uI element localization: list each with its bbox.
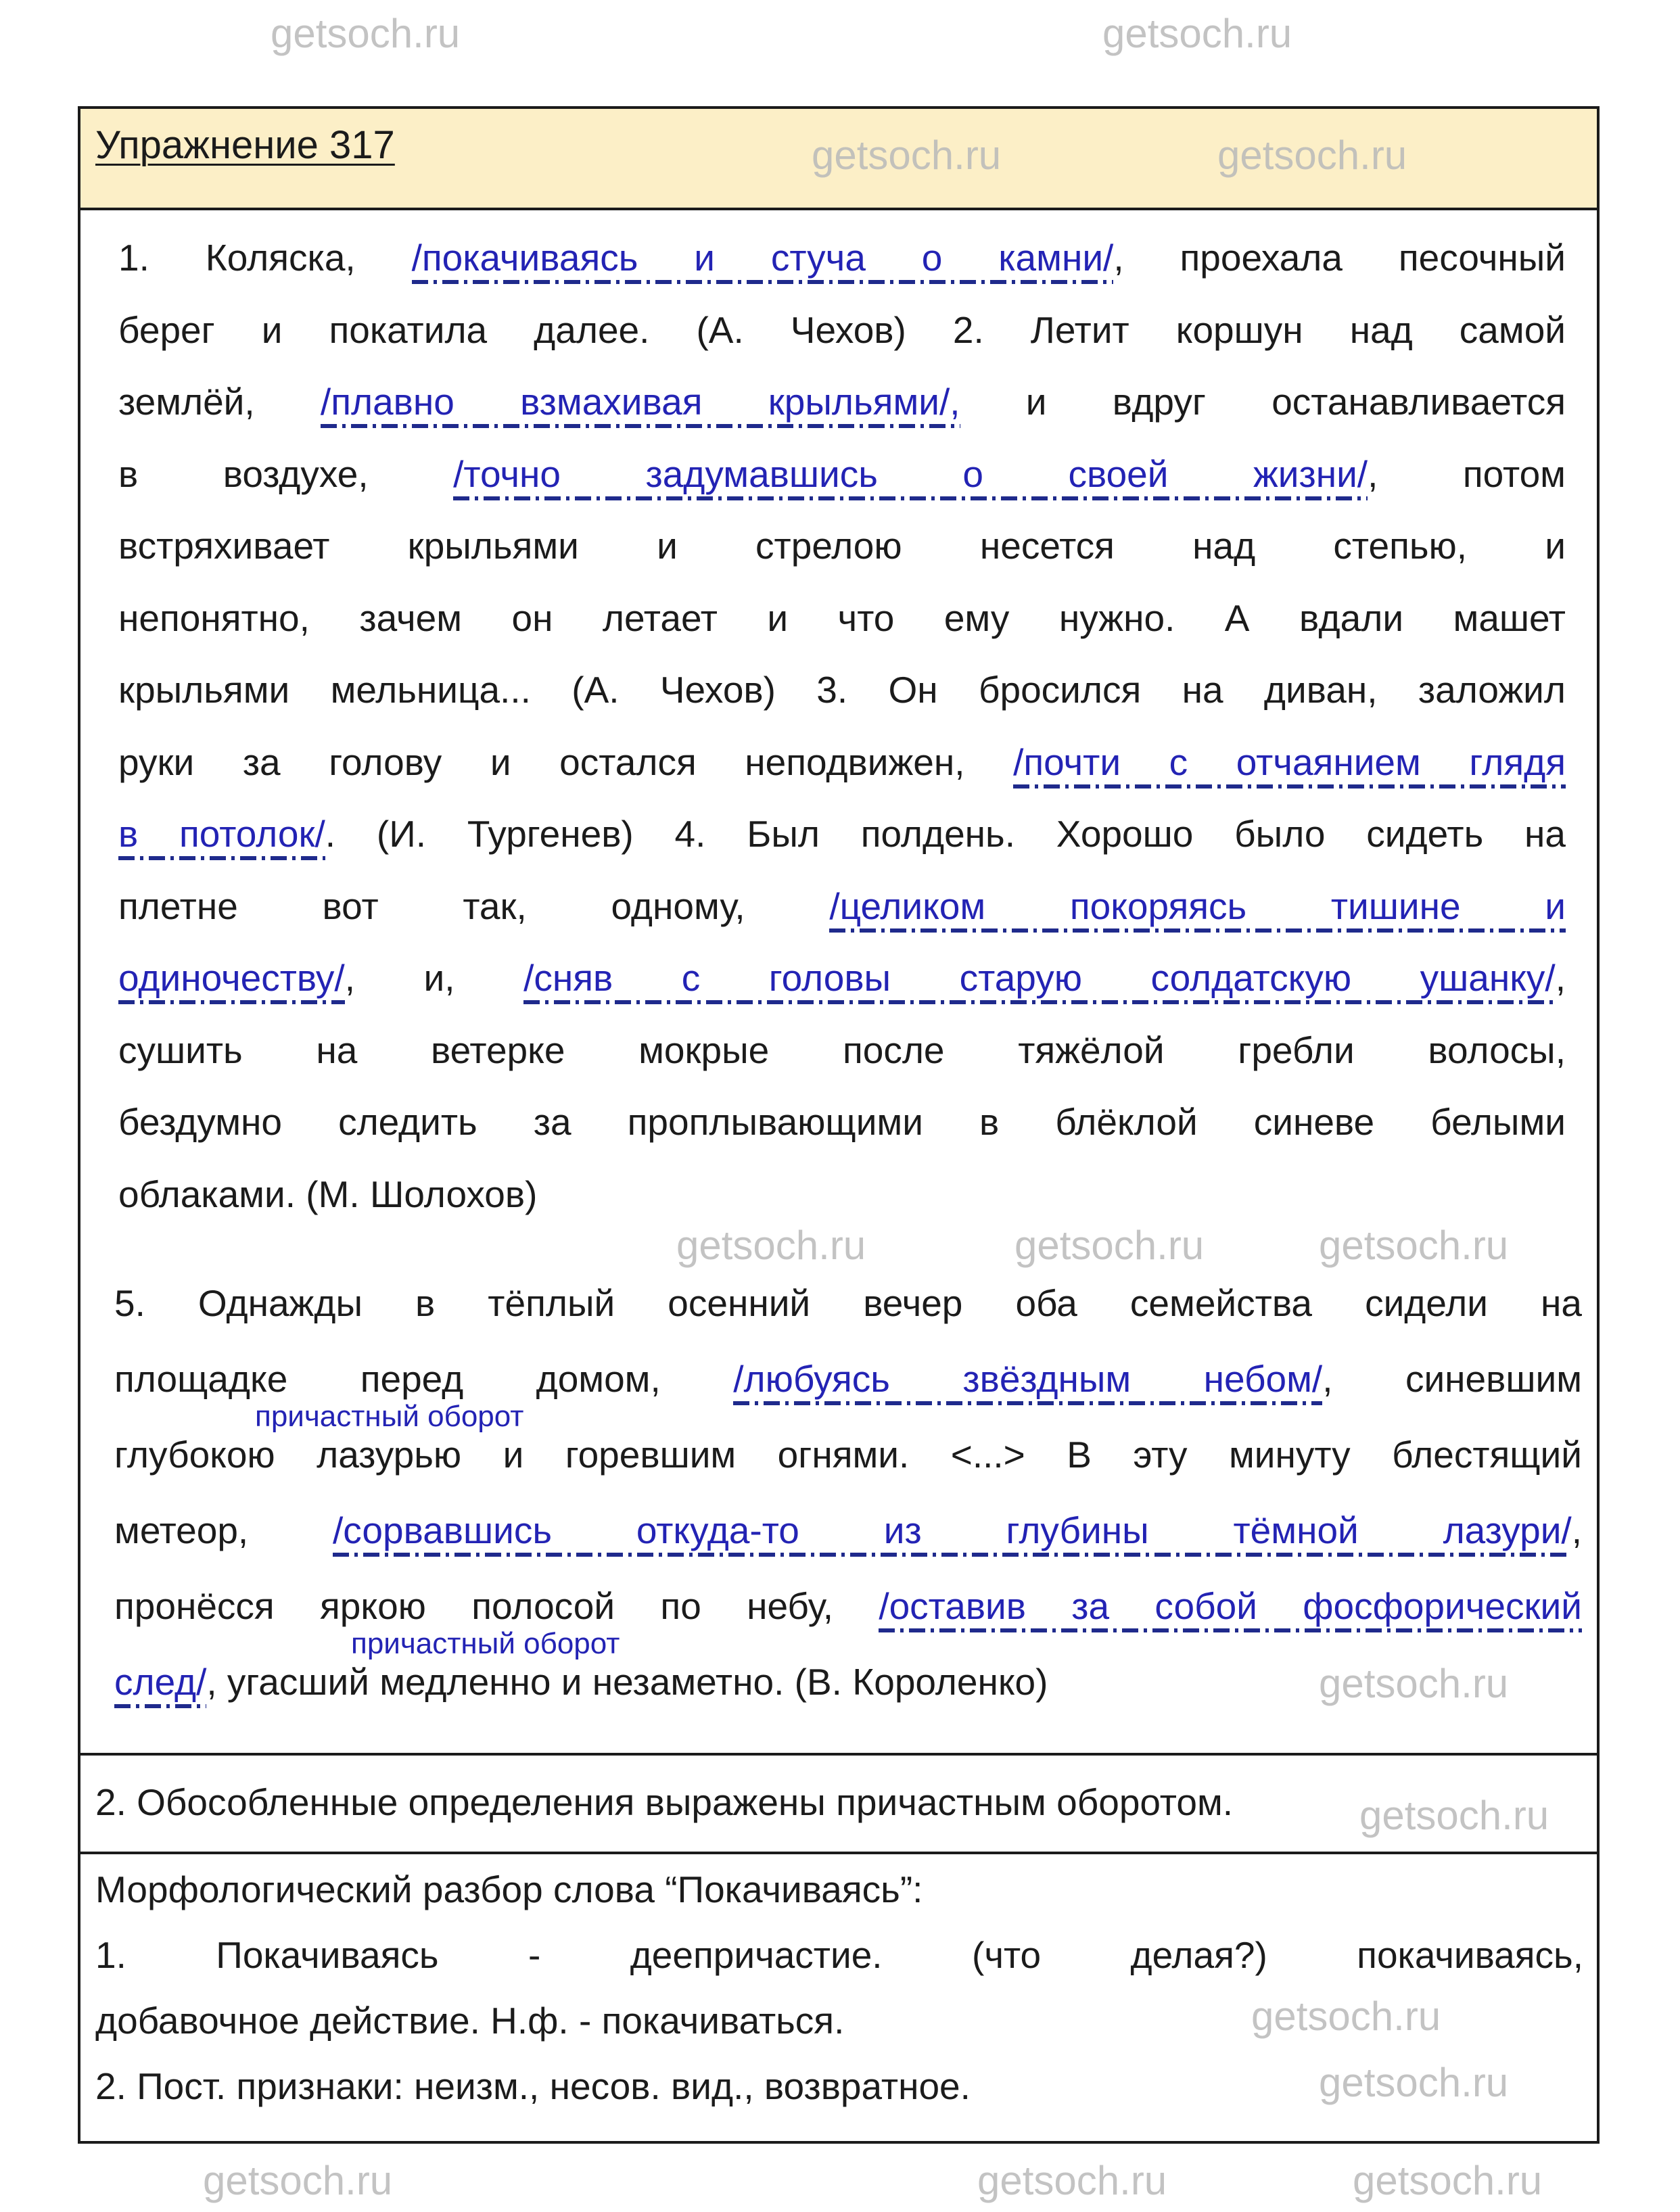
text-segment: землёй, xyxy=(118,381,321,423)
text-line xyxy=(114,1434,1582,1475)
watermark: getsoch.ru xyxy=(977,2158,1167,2203)
text-line xyxy=(118,519,1566,573)
exercise-text-section xyxy=(80,208,1597,1756)
highlighted-phrase: /оставив за собой фосфорический xyxy=(879,1585,1582,1632)
text-segment: руки за голову и остался неподвижен, xyxy=(118,740,1014,783)
exercise-header xyxy=(80,109,1597,210)
text-line xyxy=(118,1023,1566,1077)
text-segment: и вдруг останавливается xyxy=(960,381,1566,423)
watermark: getsoch.ru xyxy=(1353,2158,1543,2203)
text-line xyxy=(118,951,1566,1005)
highlighted-phrase: /сняв с головы старую солдатскую ушанку/ xyxy=(523,957,1556,1004)
text-line: 1. Покачиваясь - деепричастие. (что делая?) покачиваясь, xyxy=(95,1934,1583,1976)
watermark: getsoch.ru xyxy=(1319,1661,1509,1706)
watermark: getsoch.ru xyxy=(1014,1223,1205,1268)
text-line: Морфологический разбор слова “Покачиваясь”: xyxy=(95,1868,923,1910)
text-line xyxy=(118,1167,1566,1221)
text-segment: берег и покатила далее. (А. Чехов) 2. Летит коршун над самой xyxy=(118,308,1566,351)
text-segment: пронёсся яркою полосой по небу, xyxy=(114,1585,879,1627)
morphology-section xyxy=(80,1852,1597,2141)
watermark: getsoch.ru xyxy=(203,2158,393,2203)
text-segment: непонятно, зачем он летает и что ему нужно. А вдали машет xyxy=(118,596,1566,639)
highlighted-phrase: в потолок/ xyxy=(118,813,325,860)
text-line xyxy=(118,375,1566,429)
text-line: 2. Пост. признаки: неизм., несов. вид., возвратное. xyxy=(95,2065,971,2107)
text-line xyxy=(118,447,1566,501)
text-line xyxy=(118,1095,1566,1149)
text-line xyxy=(118,231,1566,285)
text-segment: площадке перед домом, xyxy=(114,1358,734,1400)
text-segment: , потом xyxy=(1368,452,1566,495)
text-line xyxy=(114,1661,1582,1706)
highlighted-phrase: след/ xyxy=(114,1661,206,1708)
text-segment: бездумно следить за проплывающими в блёклой синеве белыми xyxy=(118,1101,1566,1143)
watermark: getsoch.ru xyxy=(1217,133,1407,178)
highlighted-phrase: /сорвавшись откуда-то из глубины тёмной лазури/ xyxy=(333,1509,1572,1557)
text-line xyxy=(114,1359,1582,1399)
watermark: getsoch.ru xyxy=(1251,1994,1441,2039)
highlighted-phrase: /точно задумавшись о своей жизни/ xyxy=(453,453,1368,500)
text-segment: , синевшим xyxy=(1322,1358,1583,1400)
text-segment: облаками. (М. Шолохов) xyxy=(118,1173,538,1215)
text-segment: метеор, xyxy=(114,1509,333,1551)
text-segment: в воздухе, xyxy=(118,452,454,495)
annotation-label: причастный оборот xyxy=(255,1400,524,1433)
highlighted-phrase: /любуясь звёздным небом/ xyxy=(733,1358,1322,1405)
text-line xyxy=(118,303,1566,357)
text-line xyxy=(114,1283,1582,1323)
text-segment: 5. Однажды в тёплый осенний вечер оба семейства сидели на xyxy=(114,1282,1582,1324)
text-segment: , xyxy=(1555,957,1566,999)
text-line xyxy=(118,735,1566,789)
watermark: getsoch.ru xyxy=(812,133,1002,178)
annotation-label: причастный оборот xyxy=(351,1627,620,1660)
watermark: getsoch.ru xyxy=(1319,1223,1509,1268)
text-segment: . (И. Тургенев) 4. Был полдень. Хорошо было сидеть на xyxy=(325,813,1566,855)
watermark: getsoch.ru xyxy=(271,11,461,56)
text-line xyxy=(118,807,1566,861)
text-line xyxy=(118,879,1566,933)
text-line xyxy=(118,591,1566,645)
highlighted-phrase: /плавно взмахивая крыльями/, xyxy=(321,381,960,428)
exercise-card xyxy=(78,106,1600,2144)
text-segment: встряхивает крыльями и стрелою несется над степью, и xyxy=(118,525,1566,567)
text-segment: сушить на ветерке мокрые после тяжёлой гребли волосы, xyxy=(118,1029,1566,1071)
text-segment: крыльями мельница... (А. Чехов) 3. Он бросился на диван, заложил xyxy=(118,669,1566,711)
watermark: getsoch.ru xyxy=(676,1223,866,1268)
text-segment: , угасший медленно и незаметно. (В. Короленко) xyxy=(206,1661,1048,1703)
text-segment: , xyxy=(1571,1509,1582,1551)
answer-text: 2. Обособленные определения выражены причастным оборотом. xyxy=(95,1781,1234,1823)
highlighted-phrase: /покачиваясь и стуча о камни/ xyxy=(412,237,1114,284)
text-segment: плетне вот так, одному, xyxy=(118,885,830,927)
watermark: getsoch.ru xyxy=(1359,1793,1549,1838)
text-segment: , и, xyxy=(344,957,524,999)
text-line xyxy=(114,1510,1582,1551)
highlighted-phrase: /почти с отчаянием глядя xyxy=(1013,741,1566,789)
watermark: getsoch.ru xyxy=(1102,11,1292,56)
text-line xyxy=(118,663,1566,717)
text-segment: 1. Коляска, xyxy=(118,237,412,279)
exercise-title: Упражнение 317 xyxy=(95,123,395,167)
text-line: добавочное действие. Н.ф. - покачиваться. xyxy=(95,2000,845,2042)
text-line xyxy=(114,1586,1582,1626)
text-segment: , проехала песочный xyxy=(1113,237,1566,279)
answer-section xyxy=(80,1753,1597,1854)
watermark: getsoch.ru xyxy=(1319,2060,1509,2105)
highlighted-phrase: одиночеству/ xyxy=(118,957,345,1004)
highlighted-phrase: /целиком покоряясь тишине и xyxy=(829,885,1566,933)
text-segment: глубокою лазурью и горевшим огнями. <...> В эту минуту блестящий xyxy=(114,1434,1582,1476)
